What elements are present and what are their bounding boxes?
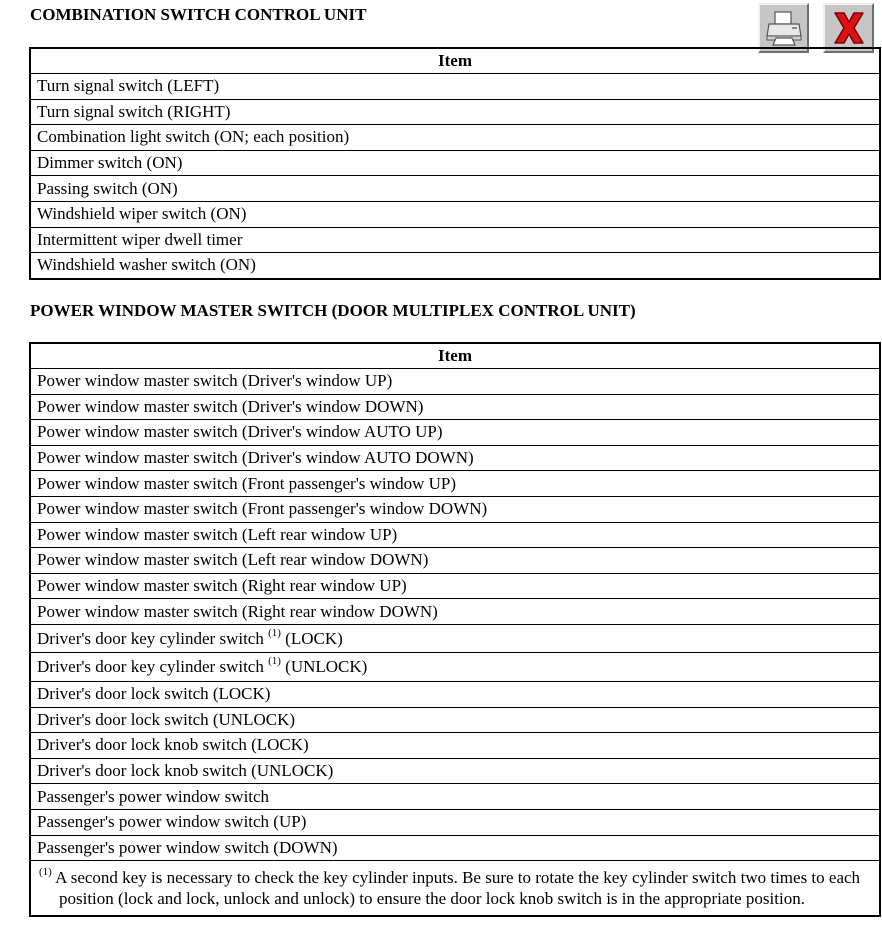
cell-text: (LOCK): [280, 628, 343, 648]
table-cell: [30, 624, 880, 653]
section-title-combination-switch: COMBINATION SWITCH CONTROL UNIT: [30, 5, 367, 24]
table-cell: Power window master switch (Front passenger's window UP): [30, 471, 880, 497]
table-cell: Intermittent wiper dwell timer: [30, 227, 880, 253]
table-row: [30, 599, 880, 625]
table-row: [30, 471, 880, 497]
table-cell: Dimmer switch (ON): [30, 150, 880, 176]
table-cell: Power window master switch (Driver's window UP): [30, 369, 880, 395]
table-cell: Power window master switch (Left rear window DOWN): [30, 548, 880, 574]
printer-icon: [764, 8, 804, 48]
table-cell: Power window master switch (Right rear window DOWN): [30, 599, 880, 625]
table-row: [30, 784, 880, 810]
table-header-row: [30, 48, 880, 74]
toolbar: [758, 3, 874, 53]
table-cell: Power window master switch (Right rear window UP): [30, 573, 880, 599]
table-row: [30, 624, 880, 653]
footnote-row: [30, 861, 880, 917]
table-cell: Driver's door lock knob switch (LOCK): [30, 733, 880, 759]
table-row: [30, 176, 880, 202]
table-row: [30, 420, 880, 446]
table-cell: Power window master switch (Left rear window UP): [30, 522, 880, 548]
table-row: [30, 394, 880, 420]
table-row: [30, 758, 880, 784]
table-row: [30, 125, 880, 151]
table-row: [30, 369, 880, 395]
cell-text: Driver's door key cylinder switch: [37, 657, 269, 677]
table-row: [30, 809, 880, 835]
footnote-marker: (1): [39, 866, 52, 879]
cell-text: (UNLOCK): [280, 657, 368, 677]
column-header-item: Item: [30, 343, 880, 369]
section-title-power-window-master-switch: POWER WINDOW MASTER SWITCH (DOOR MULTIPLEX CONTROL UNIT): [30, 301, 636, 320]
table-cell: Combination light switch (ON; each position): [30, 125, 880, 151]
table-row: [30, 653, 880, 682]
footnote-text: A second key is necessary to check the key cylinder inputs. Be sure to rotate the key cylinder switch two times to each position (lock and lock, unlock and unlock) to ensure the door lock knob switch is in the appropriate position.: [51, 868, 861, 909]
table-row: [30, 227, 880, 253]
print-button[interactable]: [758, 3, 809, 53]
close-button[interactable]: [823, 3, 874, 53]
table-row: [30, 150, 880, 176]
table-cell: Passenger's power window switch (DOWN): [30, 835, 880, 861]
table-cell: Power window master switch (Front passenger's window DOWN): [30, 496, 880, 522]
cell-text: Driver's door key cylinder switch: [37, 628, 269, 648]
table-row: [30, 548, 880, 574]
table-row: [30, 681, 880, 707]
table-cell: Passing switch (ON): [30, 176, 880, 202]
table-row: [30, 445, 880, 471]
footnote-text-block: [39, 867, 871, 909]
table-cell: [30, 653, 880, 682]
table-row: [30, 99, 880, 125]
table-cell: Power window master switch (Driver's window AUTO UP): [30, 420, 880, 446]
table-cell: Turn signal switch (RIGHT): [30, 99, 880, 125]
table-cell: Power window master switch (Driver's window AUTO DOWN): [30, 445, 880, 471]
power-window-master-switch-table: [29, 342, 881, 917]
footnote-marker: (1): [268, 655, 281, 668]
table-row: [30, 253, 880, 279]
table-row: [30, 74, 880, 100]
table-cell: Windshield washer switch (ON): [37, 255, 256, 275]
table-row: [30, 573, 880, 599]
table-cell: Passenger's power window switch (UP): [30, 809, 880, 835]
table-cell: Driver's door lock switch (UNLOCK): [30, 707, 880, 733]
table-row: [30, 835, 880, 861]
table-row: [30, 733, 880, 759]
table-row: [30, 201, 880, 227]
column-header-item: Item: [30, 48, 880, 74]
footnote-cell: [30, 861, 880, 917]
table-row: [30, 707, 880, 733]
table-row: [30, 496, 880, 522]
table-cell: Power window master switch (Driver's window DOWN): [30, 394, 880, 420]
table-row: [30, 522, 880, 548]
footnote-marker: (1): [268, 626, 281, 639]
combination-switch-table: [29, 47, 881, 280]
table-cell: Driver's door lock knob switch (UNLOCK): [30, 758, 880, 784]
table-cell: Driver's door lock switch (LOCK): [30, 681, 880, 707]
table-cell: Windshield wiper switch (ON): [30, 201, 880, 227]
table-cell: Turn signal switch (LEFT): [30, 74, 880, 100]
close-x-icon: [829, 8, 869, 48]
table-cell: Passenger's power window switch: [30, 784, 880, 810]
table-header-row: [30, 343, 880, 369]
